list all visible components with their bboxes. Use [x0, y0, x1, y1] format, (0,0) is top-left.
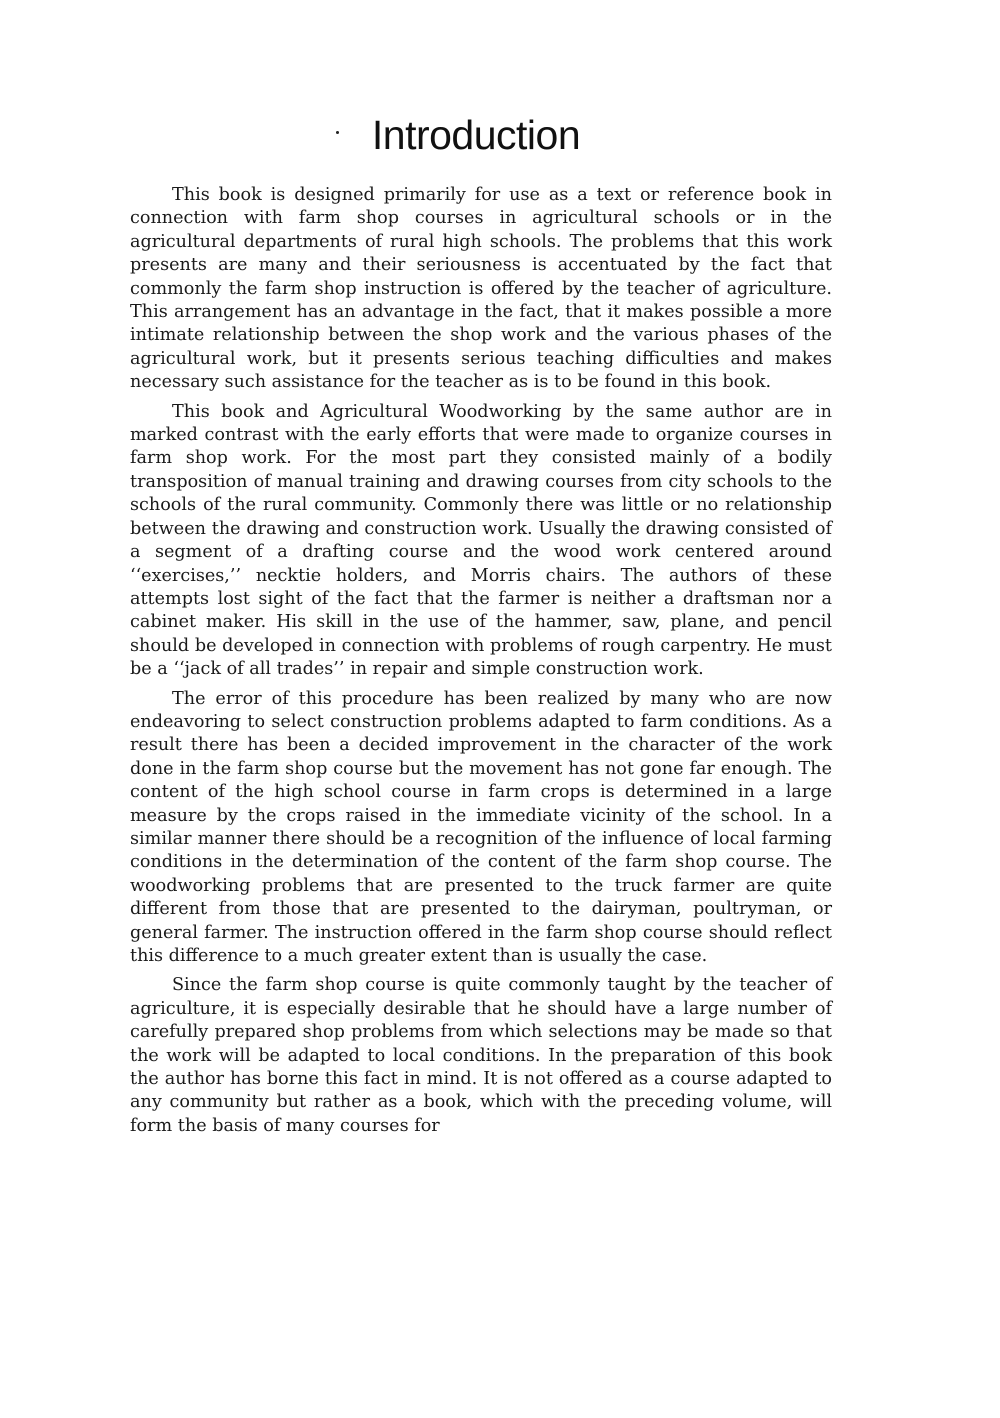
paragraph-3: The error of this procedure has been realized by many who are now endeavoring to select construction problems adapted to farm conditions. As a result there has been a decided improvement in the character of the work done in the farm shop course but the movement has not gone far enough. The content of the high school course in farm crops is determined in a large measure by the crops raised in the immediate vicinity of the school. In a similar manner there should be a recognition of the influence of local farming conditions in the determination of the content of the farm shop course. The woodworking problems that are presented to the truck farmer are quite different from those that are presented to the dairyman, poultryman, or general farmer. The instruction offered in the farm shop course should reflect this difference to a much greater extent than is usually the case. [130, 688, 832, 966]
page-title: Introduction [371, 112, 581, 158]
paragraph-2: This book and Agricultural Woodworking by the same author are in marked contrast with the early efforts that were made to organize courses in farm shop work. For the most part they consisted mainly of a bodily transposition of manual training and drawing courses from city schools to the schools of the rural community. Commonly there was little or no relationship between the drawing and construction work. Usually the drawing consisted of a segment of a drafting course and the wood work centered around ‘‘exercises,’’ necktie holders, and Morris chairs. The authors of these attempts lost sight of the fact that the farmer is neither a draftsman nor a cabinet maker. His skill in the use of the hammer, saw, plane, and pencil should be developed in connection with problems of rough carpentry. He must be a ‘‘jack of all trades’’ in repair and simple construction work. [130, 401, 832, 680]
introduction-body [130, 184, 832, 1138]
paragraph-4: Since the farm shop course is quite commonly taught by the teacher of agriculture, it is especially desirable that he should have a large number of carefully prepared shop problems from which selections may be made so that the work will be adapted to local conditions. In the preparation of this book the author has borne this fact in mind. It is not offered as a course adapted to any community but rather as a book, which with the preceding volume, will form the basis of many courses for [130, 975, 832, 1136]
paragraph-1: This book is designed primarily for use as a text or reference book in connection with farm shop courses in agricultural schools or in the agricultural departments of rural high schools. The problems that this work presents are many and their seriousness is accentuated by the fact that commonly the farm shop instruction is offered by the teacher of agriculture. This arrangement has an advantage in the fact, that it makes possible a more intimate relationship between the shop work and the various phases of the agricultural work, but it presents serious teaching difficulties and makes necessary such assistance for the teacher as is to be found in this book. [130, 185, 832, 393]
